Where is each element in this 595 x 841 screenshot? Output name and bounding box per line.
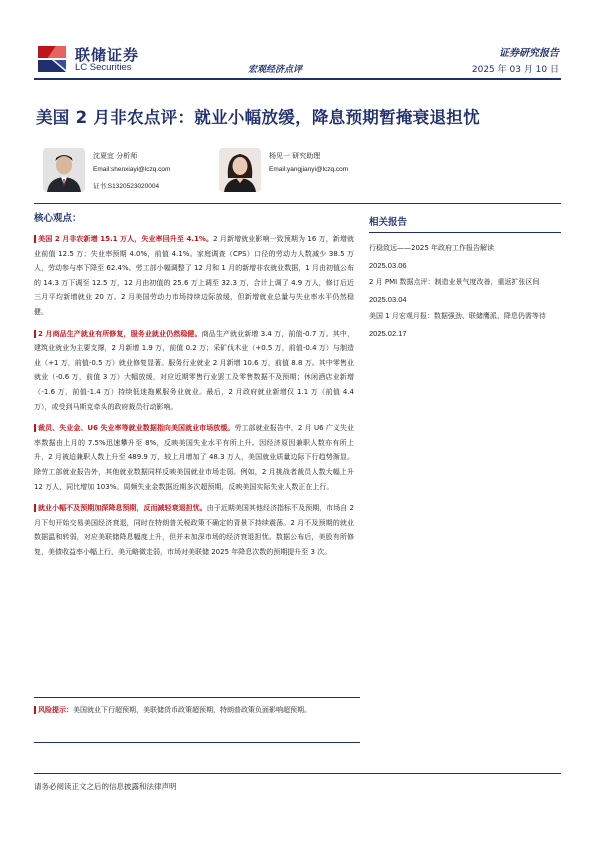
analyst-name-role: 沈夏宜 分析师 [93,152,138,160]
report-date: 2025 年 03 月 10 日 [471,65,559,75]
related-report-item[interactable] [369,276,561,304]
related-report-item[interactable] [369,242,561,270]
logo-chinese-name: 联储证券 [75,46,140,64]
related-report-date: 2025.03.04 [369,295,407,304]
footer-divider [34,773,561,774]
risk-bottom-divider [34,742,360,743]
paragraph-lead: 美国 2 月非农新增 15.1 万人，失业率回升至 4.1%。 [38,235,214,243]
related-report-item[interactable] [369,310,561,338]
analyst-email: Email:shenxiayi@lczq.com [93,166,171,173]
logo-english-name: LC Securities [75,62,132,73]
highlight-marker [34,706,36,714]
related-report-date: 2025.02.17 [369,329,407,338]
core-views-section [34,210,354,566]
related-reports-sidebar [369,214,561,344]
risk-top-divider [34,697,360,698]
paragraph-lead: 裁员、失业金、U6 失业率等就业数据指向美国就业市场放缓。 [38,424,235,433]
related-report-title[interactable]: 行稳致远——2025 年政府工作报告解读 [369,244,495,252]
report-title: 美国 2 月非农点评：就业小幅放缓，降息预期暂掩衰退担忧 [36,108,480,127]
highlight-marker [34,504,36,512]
highlight-marker [34,330,36,338]
lc-securities-logo-icon [34,42,70,76]
core-paragraph [34,327,354,415]
core-paragraph [34,501,354,559]
related-reports-heading: 相关报告 [369,214,561,233]
document-type: 证券研究报告 [499,48,559,59]
paragraph-body: 2 月新增就业影响一致预期为 16 万，新增就业前值 12.5 万；失业率预期 4.0%，前值 4.1%。家庭调查（CPS）口径的劳动力人数减少 38.5 万人，劳动参与率下降至 62.4%。劳工部小幅调整了 12 月和 1 月的新增非农就业数据，1 月由初值公布的 14.3 万下调至 12.5 万，12 月由初值的 25.6 万上调至 32.3 万，合计上调了 4.9 万人，修订后近三月平均新增就业 20 万。2 月美国劳动力市场持续边际放缓，但新增就业总量与失业率水平仍然稳健。 [34,235,354,316]
assistant-photo-avatar [219,148,261,192]
header-divider [34,78,561,80]
analyst-divider [34,203,561,204]
paragraph-lead: 就业小幅不及预期加深降息预期，反而减轻衰退担忧。 [38,504,207,513]
related-report-date: 2025.03.06 [369,261,407,270]
core-views-heading: 核心观点： [34,213,82,224]
assistant-name-role: 杨见一 研究助理 [269,152,321,160]
analyst-certificate: 证书:S1320523020004 [93,183,160,190]
legal-disclaimer-note: 请务必阅读正文之后的信息披露和法律声明 [34,782,177,791]
paragraph-lead: 2 月商品生产就业有所修复，服务业就业仍然稳健。 [38,329,202,338]
related-report-title[interactable]: 美国 1 月宏观月报：数据强劲、联储鹰派、降息仍需等待 [369,312,546,320]
paragraph-body: 劳工部就业报告中，2 月 U6 广义失业率数据由上月的 7.5%迅速攀升至 8%，反映美国失业水平有所上升。因经济原因兼职人数亦有所上升，2 月被迫兼职人数上升至 489.9 万，较上月增加了 48.3 万人，美国就业质量边际下行趋势渐显。除劳工部就业报告外，其他就业数据同样反映美国就业市场走弱。例如，2 月挑战者裁员人数大幅上升 12 万人，同比增加 103%。周频失业金数据近期多次超预期，反映美国实际失业人数正在上行。 [34,424,354,491]
related-report-title[interactable]: 2 月 PMI 数据点评：制造业景气度改善，重返扩张区间 [369,278,540,286]
report-series: 宏观经济点评 [248,65,303,75]
risk-warning [34,703,358,718]
paragraph-body: 由于近期美国其他经济指标不及预期，市场自 2 月下旬开始交易美国经济衰退，同时在特朗普关税政策不确定的背景下持续震荡。2 月不及预期的就业数据温和转弱，对应美联储降息幅度上升，但并未加深市场的经济衰退担忧。数据公布后，美股有所修复，美债收益率小幅上行，美元略微走弱，市场对美联储 2025 年降息次数的预期提升至 3 次。 [34,504,354,556]
paragraph-body: 商品生产就业新增 3.4 万，前值-0.7 万。其中，建筑业就业为主要支撑，2 月新增 1.9 万，前值 0.2 万；采矿伐木业（+0.5 万，前值-0.4 万）与制造业（+1 万，前值-0.5 万）就业修复显著。服务行业就业 2 月新增 10.6 万，前值 8.8 万。其中零售业就业（-0.6 万，前值 3 万）大幅放缓，对应近期零售行业罢工及零售数据不及预期；休闲酒店业新增（-1.6 万，前值-1.4 万）持续低迷拖累服务业就业。最后，2 月政府就业新增仅 1.1 万（前值 4.4 万），或受到马斯克牵头的政府裁员行动影响。 [34,329,354,411]
highlight-marker [34,424,36,432]
highlight-marker [34,235,36,243]
risk-lead: 风险提示： [38,706,73,714]
assistant-email: Email:yangjianyi@lczq.com [269,166,349,173]
analyst-photo-avatar [43,148,85,192]
core-paragraph [34,232,354,320]
risk-body: 美国就业下行超预期，美联储货币政策超预期，特朗普政策负面影响超预期。 [73,706,311,714]
core-paragraph [34,421,354,494]
